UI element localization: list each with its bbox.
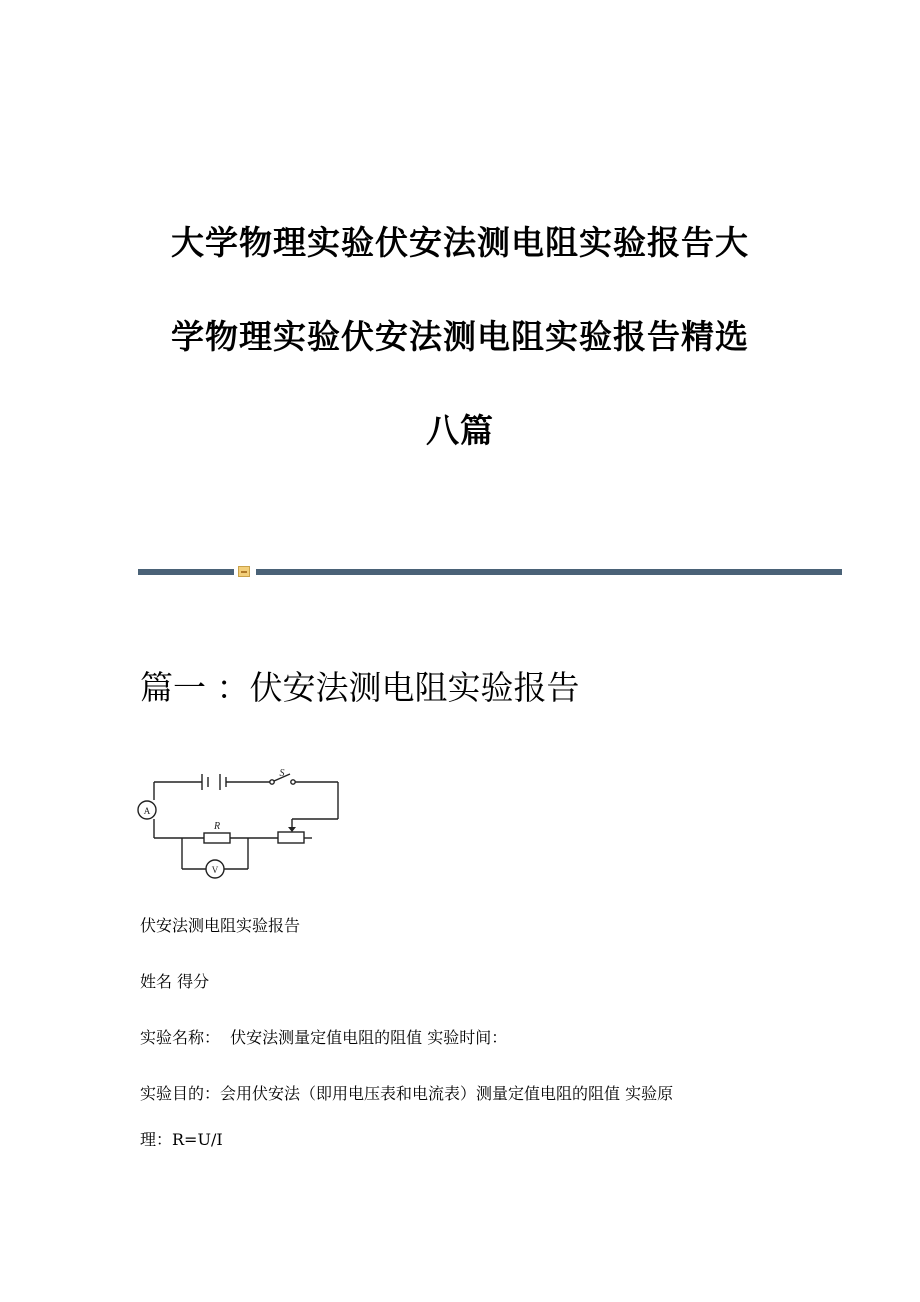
battery-icon <box>202 774 226 790</box>
report-title: 伏安法测电阻实验报告 <box>140 916 301 935</box>
section-divider <box>138 566 842 578</box>
title-line-3: 八篇 <box>426 411 494 450</box>
rheostat-icon <box>278 819 304 843</box>
ammeter-label: A <box>143 806 151 816</box>
title-line-1: 大学物理实验伏安法测电阻实验报告大 <box>171 223 749 262</box>
circuit-diagram <box>136 764 348 882</box>
experiment-name-line: 实验名称： 伏安法测量定值电阻的阻值 实验时间： <box>140 1028 508 1047</box>
name-score-line: 姓名 得分 <box>140 972 210 991</box>
voltmeter-label: V <box>211 865 219 875</box>
experiment-purpose-line-1: 实验目的：会用伏安法（即用电压表和电流表）测量定值电阻的阻值 实验原 <box>140 1084 674 1103</box>
divider-bar-right <box>256 569 842 575</box>
divider-ornament-icon <box>238 566 250 577</box>
divider-bar-left <box>138 569 234 575</box>
document-title <box>120 196 800 478</box>
title-line-2: 学物理实验伏安法测电阻实验报告精选 <box>171 317 749 356</box>
section-heading: 篇一 ：伏安法测电阻实验报告 <box>140 668 580 707</box>
experiment-purpose-line-2: 理：R=U/I <box>140 1130 223 1149</box>
resistor-icon <box>204 833 230 843</box>
switch-label: S <box>279 768 285 779</box>
resistor-label: R <box>213 821 221 832</box>
